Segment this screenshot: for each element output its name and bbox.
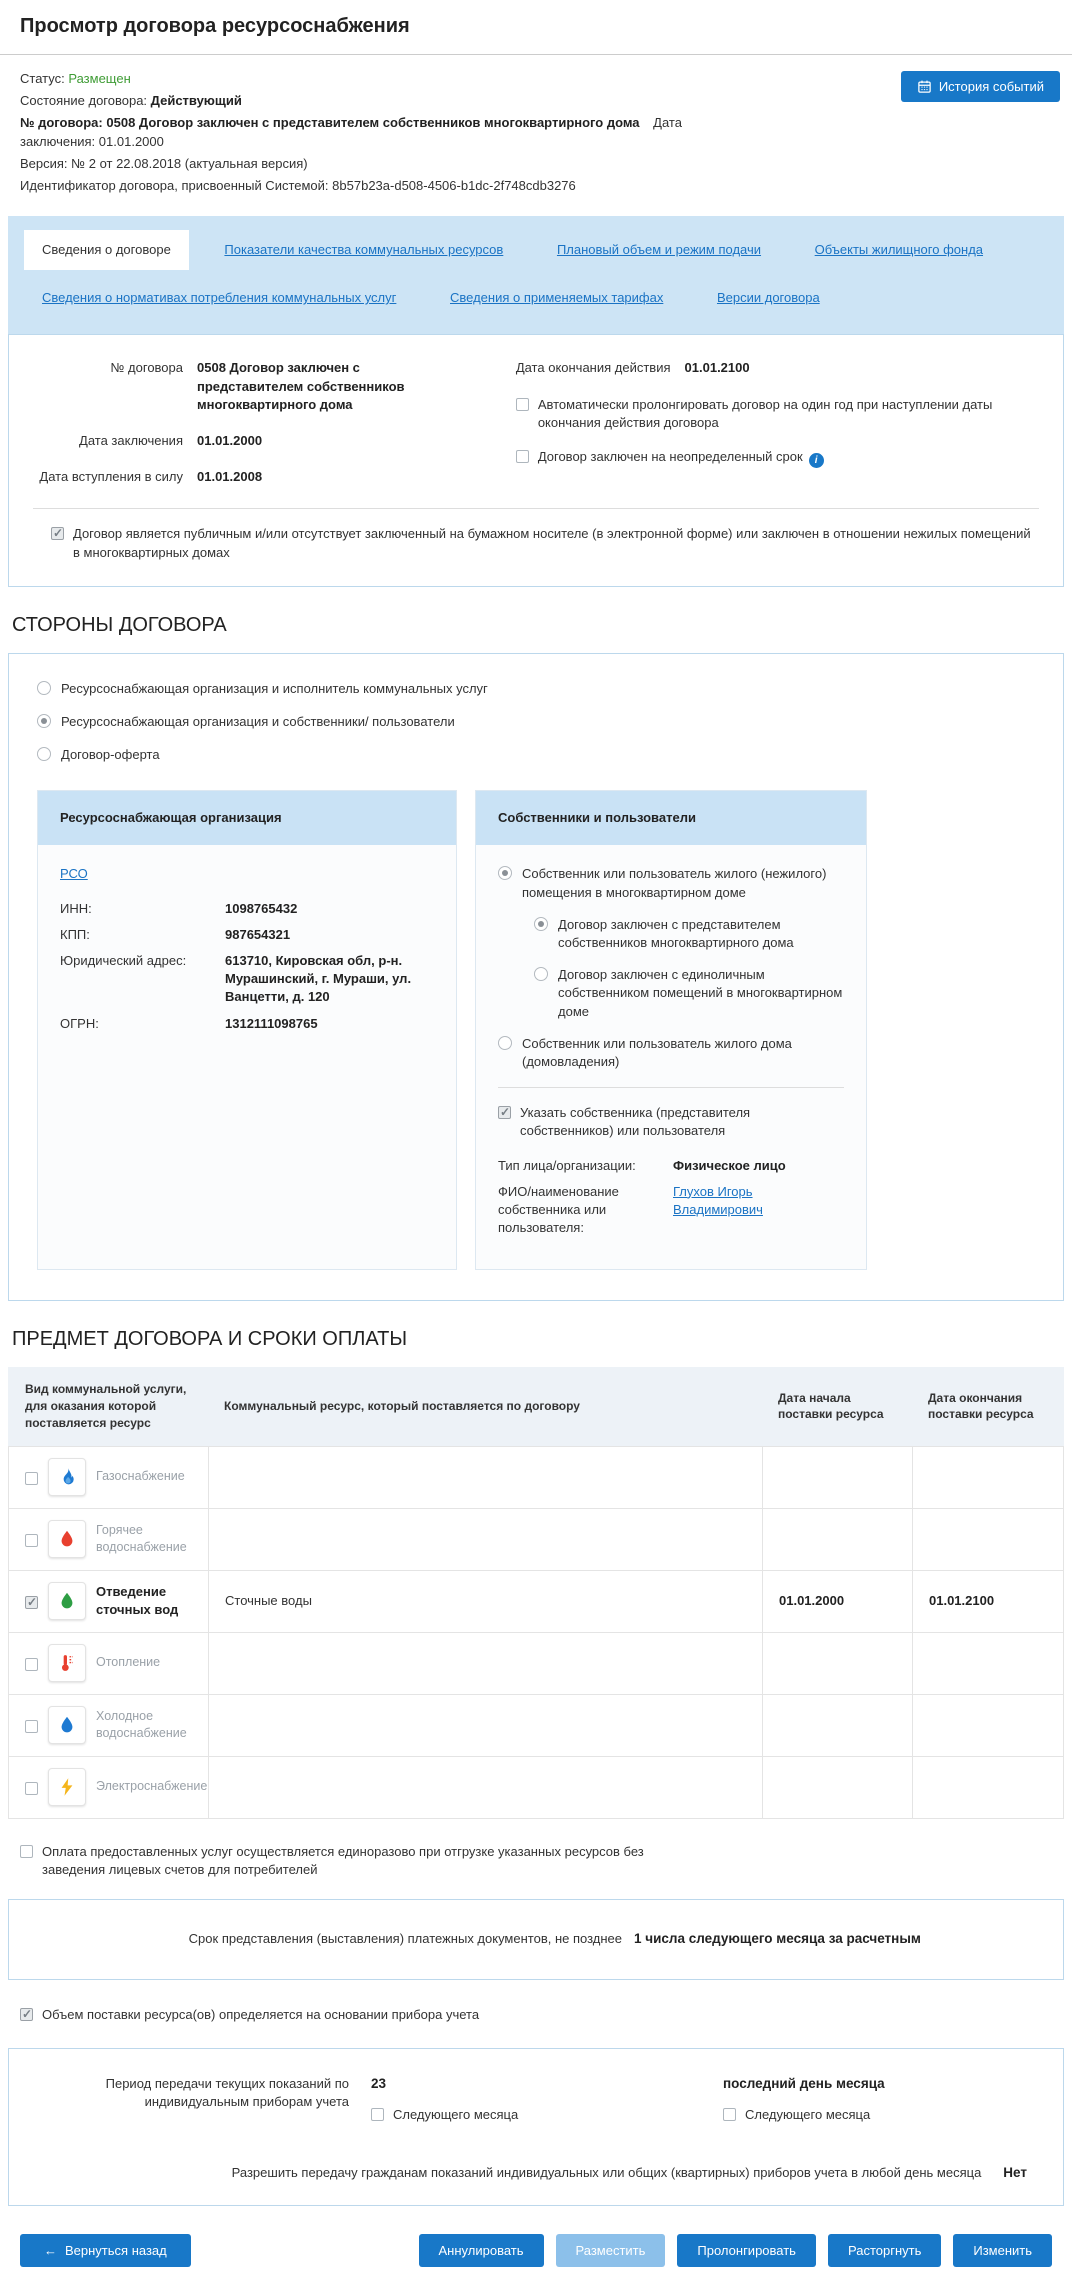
radio-label: Договор заключен с представителем собственников многоквартирного дома <box>558 916 794 950</box>
public-contract-checkbox-row[interactable] <box>51 525 1031 561</box>
cold-water-drop-icon <box>48 1706 86 1744</box>
column-header: Коммунальный ресурс, который поставляется по договору <box>224 1399 580 1414</box>
tab-bar <box>8 216 1064 334</box>
service-name: Отведение сточных вод <box>96 1583 179 1618</box>
checkbox-icon[interactable] <box>516 398 529 411</box>
checkbox-label: Автоматически пролонгировать договор на один год при наступлении даты окончания действия договора <box>537 396 993 430</box>
checkbox-label: Договор является публичным и/или отсутствует заключенный на бумажном носителе (в электронной форме) или заключен в отношении нежилых помещений в многоквартирных домах <box>73 526 1031 560</box>
radio-label: Ресурсоснабжающая организация и собственники/ пользователи <box>61 713 455 729</box>
back-arrow-icon: ← <box>44 2243 57 2259</box>
ogrn-field <box>60 1015 434 1033</box>
checkbox-icon[interactable] <box>723 2108 736 2121</box>
back-button[interactable] <box>20 2234 191 2267</box>
resource-cell <box>208 1757 762 1818</box>
rso-card-title: Ресурсоснабжающая организация <box>38 791 456 845</box>
resource-cell <box>208 1633 762 1694</box>
column-header: Дата окончания поставки ресурса <box>928 1390 1034 1422</box>
status-value: Размещен <box>68 71 131 86</box>
electricity-bolt-icon <box>48 1768 86 1806</box>
field-label: ИНН: <box>60 900 92 916</box>
place-button[interactable]: Разместить <box>556 2234 666 2267</box>
checkbox-label: Указать собственника (представителя собственников) или пользователя <box>520 1105 751 1139</box>
rso-link[interactable]: РСО <box>60 866 88 882</box>
to-next-month-checkbox-row[interactable] <box>723 2106 1033 2124</box>
checkbox-label: Договор заключен на неопределенный срокi <box>538 448 824 468</box>
checkbox-icon[interactable] <box>498 1106 511 1119</box>
status-line <box>20 69 740 88</box>
service-checkbox[interactable] <box>25 1658 38 1671</box>
end-date-cell <box>912 1695 1064 1756</box>
page-title: Просмотр договора ресурсоснабжения <box>20 15 410 37</box>
allow-any-day-label: Разрешить передачу гражданам показаний индивидуальных или общих (квартирных) приборов учета в любой день месяца <box>231 2165 982 2181</box>
start-date-cell <box>762 1633 912 1694</box>
table-header-row <box>8 1367 1064 1445</box>
state-value: Действующий <box>150 93 242 108</box>
contract-number-value: 0508 Договор заключен с представителем собственников многоквартирного дома <box>106 115 640 130</box>
rso-card <box>37 790 457 1270</box>
owners-card-title: Собственники и пользователи <box>476 791 866 845</box>
tab-row-2 <box>24 278 1054 318</box>
metering-device-checkbox-row[interactable] <box>20 2006 660 2024</box>
hot-water-drop-icon <box>48 1520 86 1558</box>
end-date-cell <box>912 1509 1064 1570</box>
radio-label: Ресурсоснабжающая организация и исполнитель коммунальных услуг <box>61 680 488 696</box>
version-line <box>20 154 740 173</box>
tab-row-1 <box>24 230 1054 270</box>
checkbox-label: Следующего месяца <box>393 2106 519 2122</box>
service-checkbox[interactable] <box>25 1534 38 1547</box>
readings-period-to <box>723 2075 1033 2124</box>
number-line <box>20 113 740 151</box>
resource-cell: Сточные воды <box>208 1571 762 1632</box>
end-date-field <box>516 359 1039 377</box>
tab-consumption-standards[interactable]: Сведения о нормативах потребления коммунальных услуг <box>42 290 397 306</box>
field-value: 01.01.2008 <box>197 469 263 485</box>
info-icon[interactable] <box>809 453 824 468</box>
radio-icon[interactable] <box>498 1036 512 1050</box>
prolong-button[interactable]: Пролонгировать <box>677 2234 816 2267</box>
sewage-drop-icon <box>48 1582 86 1620</box>
state-line <box>20 91 740 110</box>
allow-any-day-value: Нет <box>1003 2165 1027 2181</box>
radio-icon[interactable] <box>37 681 51 695</box>
start-date-cell <box>762 1695 912 1756</box>
owner-type-radio-house[interactable] <box>498 1035 844 1071</box>
column-header: Вид коммунальной услуги, для оказания которой поставляется ресурс <box>8 1367 208 1445</box>
field-label: Юридический адрес: <box>60 953 187 968</box>
radio-label: Собственник или пользователь жилого (нежилого) помещения в многоквартирном доме <box>522 866 827 900</box>
radio-icon[interactable] <box>498 866 512 880</box>
party-type-radio-rso-executor[interactable] <box>37 680 1035 698</box>
kpp-field <box>60 926 434 944</box>
service-name: Отопление <box>96 1655 161 1670</box>
party-type-radio-offer[interactable] <box>37 746 1035 764</box>
table-row-cold-water <box>8 1694 1064 1756</box>
conclusion-date-value: 01.01.2000 <box>98 134 164 149</box>
conclusion-date-label: Дата заключения: <box>20 115 682 149</box>
field-label: ФИО/наименование собственника или пользователя: <box>498 1183 619 1236</box>
owner-type-radio-apartment[interactable] <box>498 865 844 901</box>
table-row-electricity <box>8 1756 1064 1818</box>
end-date-cell <box>912 1757 1064 1818</box>
conclusion-date-field <box>33 432 506 450</box>
payment-term-panel <box>8 1899 1064 1980</box>
terminate-button[interactable]: Расторгнуть <box>828 2234 941 2267</box>
service-checkbox[interactable] <box>25 1720 38 1733</box>
field-value: 0508 Договор заключен с представителем собственников многоквартирного дома <box>197 360 405 412</box>
table-row-heating <box>8 1632 1064 1694</box>
end-date-cell <box>912 1633 1064 1694</box>
auto-prolong-checkbox-row[interactable] <box>516 396 1039 432</box>
table-row-hot-water <box>8 1508 1064 1570</box>
readings-period-label: Период передачи текущих показаний по индивидуальным приборам учета <box>105 2076 349 2110</box>
table-row-gas <box>8 1446 1064 1508</box>
party-type-radio-rso-owners[interactable] <box>37 713 1035 731</box>
checkbox-icon[interactable] <box>20 2008 33 2021</box>
history-events-button[interactable] <box>901 71 1060 102</box>
owner-name-field <box>498 1183 844 1238</box>
contract-right-column <box>506 359 1039 504</box>
tab-contract-versions[interactable]: Версии договора <box>716 290 820 306</box>
field-value: 1312111098765 <box>225 1015 318 1031</box>
owner-name-link[interactable]: Глухов Игорь Владимирович <box>673 1183 763 1217</box>
start-date-cell <box>762 1757 912 1818</box>
radio-label: Договор-оферта <box>61 747 160 763</box>
field-value: Физическое лицо <box>673 1157 786 1173</box>
payment-term-label: Срок представления (выставления) платежных документов, не позднее <box>188 1931 622 1947</box>
radio-label: Собственник или пользователь жилого дома (домовладения) <box>522 1035 792 1069</box>
radio-icon[interactable] <box>37 714 51 728</box>
resource-cell <box>208 1509 762 1570</box>
state-label: Состояние договора: <box>20 93 148 108</box>
service-name: Газоснабжение <box>96 1469 185 1484</box>
tab-contract-info[interactable]: Сведения о договоре <box>24 230 189 270</box>
field-label: КПП: <box>60 926 90 942</box>
service-name: Электроснабжение <box>96 1779 208 1794</box>
field-label: Дата окончания действия <box>515 360 671 376</box>
service-checkbox[interactable] <box>25 1782 38 1795</box>
radio-icon[interactable] <box>534 967 548 981</box>
checkbox-icon[interactable] <box>371 2108 384 2121</box>
field-label: Дата вступления в силу <box>39 469 183 485</box>
contract-info-panel <box>8 334 1064 586</box>
identifier-label: Идентификатор договора, присвоенный Системой: <box>20 178 329 193</box>
tab-applied-tariffs[interactable]: Сведения о применяемых тарифах <box>450 290 664 306</box>
version-value: № 2 от 22.08.2018 (актуальная версия) <box>71 156 308 171</box>
tab-planned-volume[interactable]: Плановый объем и режим подачи <box>556 242 762 257</box>
status-block <box>0 55 1072 204</box>
card-divider <box>498 1087 844 1088</box>
allow-any-day-row <box>39 2164 1033 2183</box>
history-events-label: История событий <box>938 79 1044 94</box>
period-from-value: 23 <box>371 2076 387 2092</box>
checkbox-label: Следующего месяца <box>745 2106 871 2122</box>
service-name: Холодное водоснабжение <box>96 1708 187 1741</box>
period-to-value: последний день месяца <box>723 2076 885 2092</box>
legal-address-field <box>60 952 434 1007</box>
field-label: Тип лица/организации: <box>498 1157 636 1173</box>
heating-thermometer-icon <box>48 1644 86 1682</box>
specify-owner-checkbox-row[interactable] <box>498 1104 844 1140</box>
radio-icon[interactable] <box>37 747 51 761</box>
services-table <box>8 1367 1064 1818</box>
identifier-line <box>20 176 740 195</box>
identifier-value: 8b57b23a-d508-4506-b1dc-2f748cdb3276 <box>332 178 576 193</box>
parties-panel <box>8 653 1064 1302</box>
field-label: ОГРН: <box>60 1015 99 1031</box>
tab-quality-indicators[interactable]: Показатели качества коммунальных ресурсов <box>224 242 504 257</box>
contract-number-label: № договора: <box>20 115 103 130</box>
effective-date-field <box>33 468 506 486</box>
end-date-cell <box>912 1447 1064 1508</box>
payment-term-value: 1 числа следующего месяца за расчетным <box>634 1931 921 1947</box>
resource-cell <box>208 1447 762 1508</box>
radio-icon[interactable] <box>534 917 548 931</box>
indefinite-term-checkbox-row[interactable] <box>516 448 1039 468</box>
field-label: Дата заключения <box>79 432 183 448</box>
start-date-cell <box>762 1447 912 1508</box>
version-label: Версия: <box>20 156 68 171</box>
tab-housing-objects[interactable]: Объекты жилищного фонда <box>814 242 984 257</box>
back-button-label: Вернуться назад <box>65 2243 167 2259</box>
readings-period-from <box>371 2075 701 2124</box>
status-label: Статус: <box>20 71 65 86</box>
table-row-sewage <box>8 1570 1064 1632</box>
start-date-cell: 01.01.2000 <box>762 1571 912 1632</box>
inn-field <box>60 900 434 918</box>
subject-section-title: ПРЕДМЕТ ДОГОВОРА И СРОКИ ОПЛАТЫ <box>12 1328 408 1351</box>
annul-button[interactable]: Аннулировать <box>419 2234 544 2267</box>
field-value: 613710, Кировская обл, р-н. Мурашинский, г. Мураши, ул. Ванцетти, д. 120 <box>225 953 412 1005</box>
owner-subtype-radio-representative[interactable] <box>534 916 844 952</box>
checkbox-icon[interactable] <box>516 450 529 463</box>
owner-subtype-radio-sole-owner[interactable] <box>534 966 844 1021</box>
from-next-month-checkbox-row[interactable] <box>371 2106 701 2124</box>
person-type-field <box>498 1157 844 1175</box>
column-header: Дата начала поставки ресурса <box>778 1390 884 1422</box>
single-payment-checkbox-row[interactable] <box>20 1843 660 1879</box>
owners-card <box>475 790 867 1270</box>
start-date-cell <box>762 1509 912 1570</box>
checkbox-icon[interactable] <box>51 527 64 540</box>
contract-number-field <box>33 359 506 414</box>
calendar-icon <box>917 79 932 94</box>
checkbox-label: Оплата предоставленных услуг осуществляется единоразово при отгрузке указанных ресурсов без заведения лицевых счетов для потребителей <box>42 1843 644 1877</box>
readings-period-panel <box>8 2048 1064 2206</box>
radio-label: Договор заключен с единоличным собственником помещений в многоквартирном доме <box>558 967 843 1019</box>
service-name: Горячее водоснабжение <box>96 1522 187 1555</box>
resource-cell <box>208 1695 762 1756</box>
field-value: 987654321 <box>225 926 291 942</box>
checkbox-label: Объем поставки ресурса(ов) определяется на основании прибора учета <box>42 2006 480 2022</box>
field-value: 01.01.2100 <box>684 360 750 376</box>
checkbox-icon[interactable] <box>20 1845 33 1858</box>
edit-button[interactable]: Изменить <box>953 2234 1052 2267</box>
field-value: 1098765432 <box>225 900 298 916</box>
contract-left-column <box>33 359 506 504</box>
end-date-cell: 01.01.2100 <box>912 1571 1064 1632</box>
service-checkbox[interactable] <box>25 1472 38 1485</box>
footer-actions-bar <box>20 2234 1052 2267</box>
parties-section-title: СТОРОНЫ ДОГОВОРА <box>12 613 227 636</box>
gas-flame-icon <box>48 1458 86 1496</box>
service-checkbox[interactable] <box>25 1596 38 1609</box>
field-value: 01.01.2000 <box>197 432 263 448</box>
field-label: № договора <box>110 360 183 376</box>
